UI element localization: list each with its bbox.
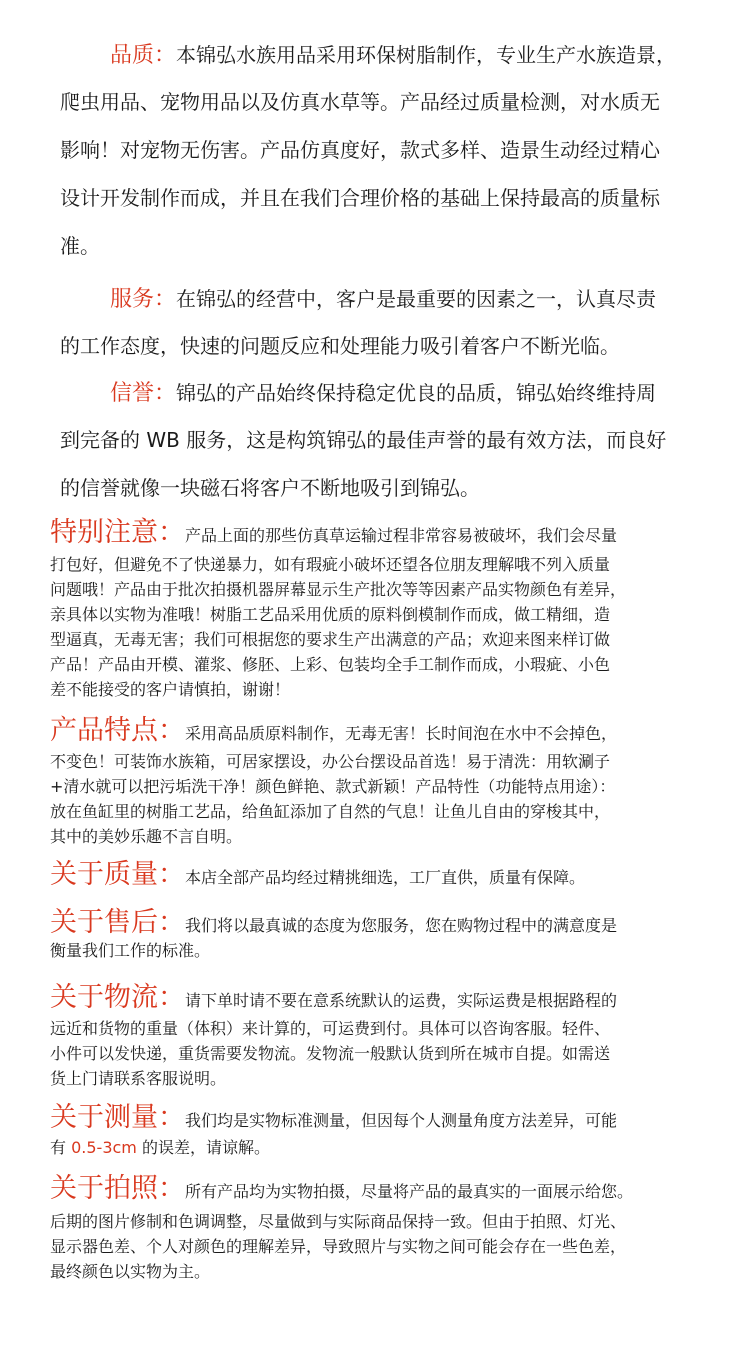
features-line-2: 不变色！可装饰水族箱，可居家摆设，办公台摆设品首选！易于清洗：用软涮子 [50,752,611,771]
after-sales-line-2: 衡量我们工作的标准。 [50,941,211,960]
features-line-5: 其中的美妙乐趣不言自明。 [50,827,243,846]
photos-text: 所有产品均为实物拍摄，尽量将产品的最真实的一面展示给您。 [185,1182,634,1201]
notice-line-6: 产品！产品由开模、灌浆、修胚、上彩、包装均全手工制作而成，小瑕疵、小色 [50,655,611,674]
quality-line-4: 设计开发制作而成，并且在我们合理价格的基础上保持最高的质量标 [60,186,660,210]
reputation-text: 锦弘的产品始终保持稳定优良的品质，锦弘始终维持周 [176,381,657,405]
after-sales-heading: 关于售后： [50,907,185,938]
quality-line-2: 爬虫用品、宠物用品以及仿真水草等。产品经过质量检测，对水质无 [60,90,660,114]
logistics-line-1 [50,975,617,1014]
features-text: 采用高品质原料制作，无毒无害！长时间泡在水中不会掉色， [185,724,618,743]
service-heading: 服务： [110,287,177,312]
logistics-line-4: 货上门请联系客服说明。 [50,1069,227,1088]
notice-line-7: 差不能接受的客户请慎拍，谢谢！ [50,680,291,699]
photos-line-3: 显示器色差、个人对颜色的理解差异，导致照片与实物之间可能会存在一些色差， [50,1237,627,1256]
logistics-heading: 关于物流： [50,982,185,1013]
notice-line-1 [50,510,617,549]
quality-text: 本锦弘水族用品采用环保树脂制作，专业生产水族造景， [176,43,677,67]
notice-text: 产品上面的那些仿真草运输过程非常容易被破坏，我们会尽量 [185,526,618,545]
after-sales-text: 我们将以最真诚的态度为您服务，您在购物过程中的满意度是 [185,916,618,935]
measurement-range: 0.5-3cm [71,1138,137,1157]
photos-line-2: 后期的图片修制和色调调整，尽量做到与实际商品保持一致。但由于拍照、灯光、 [50,1212,627,1231]
service-text: 在锦弘的经营中，客户是最重要的因素之一，认真尽责 [176,287,657,311]
notice-line-4: 亲具体以实物为准哦！树脂工艺品采用优质的原料倒模制作而成，做工精细，造 [50,605,611,624]
logistics-line-2: 远近和货物的重量（体积）来计算的，可运费到付。具体可以咨询客服。轻件、 [50,1019,611,1038]
notice-heading: 特别注意： [50,517,185,548]
features-line-4: 放在鱼缸里的树脂工艺品，给鱼缸添加了自然的气息！让鱼儿自由的穿梭其中， [50,802,611,821]
quality-line-1 [110,38,676,69]
measurement-line-2 [50,1135,270,1158]
quality-heading: 品质： [110,43,177,68]
reputation-line-3: 的信誉就像一块磁石将客户不断地吸引到锦弘。 [60,476,480,500]
measurement-text: 我们均是实物标准测量，但因每个人测量角度方法差异，可能 [185,1111,618,1130]
logistics-line-3: 小件可以发快递，重货需要发物流。发物流一般默认货到所在城市自提。如需送 [50,1044,611,1063]
reputation-line-1 [110,376,656,407]
about-quality-text: 本店全部产品均经过精挑细选，工厂直供，质量有保障。 [185,868,586,887]
photos-line-1 [50,1166,633,1205]
quality-line-3: 影响！对宠物无伤害。产品仿真度好，款式多样、造景生动经过精心 [60,138,660,162]
measurement-line-1 [50,1095,617,1134]
photos-line-4: 最终颜色以实物为主。 [50,1262,211,1281]
notice-line-2: 打包好，但避免不了快递暴力，如有瑕疵小破坏还望各位朋友理解哦不列入质量 [50,555,611,574]
reputation-heading: 信誉： [110,381,177,406]
notice-line-5: 型逼真，无毒无害；我们可根据您的要求生产出满意的产品；欢迎来图来样订做 [50,630,611,649]
measurement-prefix: 有 [50,1138,72,1157]
reputation-line-2: 到完备的 WB 服务，这是构筑锦弘的最佳声誉的最有效方法，而良好 [60,428,667,452]
features-heading: 产品特点： [50,715,185,746]
after-sales-line-1 [50,900,617,939]
measurement-suffix: 的误差，请谅解。 [136,1138,270,1157]
photos-heading: 关于拍照： [50,1173,185,1204]
logistics-text: 请下单时请不要在意系统默认的运费，实际运费是根据路程的 [185,991,618,1010]
about-quality-heading: 关于质量： [50,859,185,890]
about-quality-line-1 [50,852,585,891]
features-line-3: +清水就可以把污垢洗干净！颜色鲜艳、款式新颖！产品特性（功能特点用途）： [50,777,616,796]
features-line-1 [50,708,617,747]
quality-line-5: 准。 [60,234,100,258]
notice-line-3: 问题哦！产品由于批次拍摄机器屏幕显示生产批次等等因素产品实物颜色有差异， [50,580,627,599]
service-line-2: 的工作态度，快速的问题反应和处理能力吸引着客户不断光临。 [60,334,620,358]
service-line-1 [110,282,656,313]
measurement-heading: 关于测量： [50,1102,185,1133]
